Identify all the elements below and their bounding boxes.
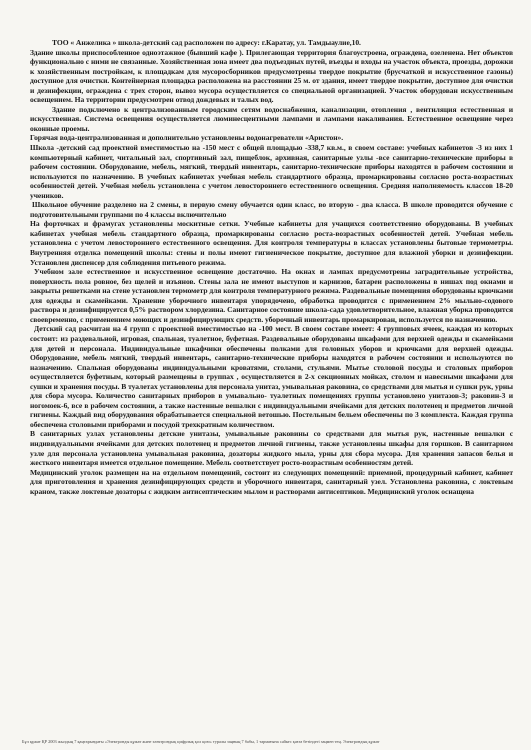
- paragraph-address: ТОО « Анжелика » школа-детский сад расположен по адресу: г.Каратау, ул. Тамдыаулие,10.: [52, 38, 361, 47]
- paragraph-medical: Медицинский уголок размещен на на отдельном помещений, состоит из следующих помещений: приемной, процедурный кабинет, кабинет для приготовления и хранения дезинфицирующих средств и уборочного инвентаря, санитарный узел. Установлена раковина, с локтевым краном, также локтевые дозаторы с жидким антисептическим мылом и растворами антисептиков. Медицинский уголок оснащена: [30, 467, 513, 496]
- document-body: [30, 38, 513, 496]
- paragraph-utilities: Здание подключено к централизованным городским сетям водоснабжения, канализации, отопления , вентиляция естественная и искусственная. Система освещения осуществляется люминесцентными лампами и лампами накаливания. Естественное освещение через оконные проемы.: [30, 104, 513, 133]
- footer-legal-note: Бұл құжат ҚР 2003 жылдың 7 қаңтарындағы «Электронды құжат және электрондық цифрлық қол қою» туралы заңның 7 бабы, 1 тармағына сәйкес қағаз бетіндегі заңмен тең. Электрондық құжат: [22, 739, 380, 744]
- paragraph-hot-water: Горячая вода-централизованная и дополнительно установлены водонагреватели «Аристон».: [30, 133, 344, 143]
- paragraph-building: Здание школы приспособленное одноэтажное (бывший кафе ). Прилегающая территория благоустроена, ограждена, озеленена. Нет объектов функционально с ними не связанные. Хозяйственная зона имеет два подъездных путей, въезды и входы на участок объекта, проезды, дорожки к хозяйственным постройкам, к площадкам для мусоросборников предусмотрены твердое покрытие (брусчаткой и искусственное газоны) доступное для очистки. Контейнерная площадка расположена на расстоянии 25 м. от здания, имеет твердое покрытие, доступное для очистки и дезинфекции, ограждена с трех сторон, вывоз мусора осуществляется со специальной организацией. Участок оборудован искусственным освещением. На территории предусмотрен отвод дождевых и талых вод.: [30, 47, 513, 105]
- paragraph-sanitary: В санитарных узлах установлены детские унитазы, умывальные раковины со средствами для мытья рук, настенные вешалки с индивидуальными ячейками для детских полотенец и предметов личной гигиены, также установлены шкафы для горшков. В санитарном узле для персонала установлена умывальная раковина, дозаторы жидкого мыла, урны для сбора мусора. Для хранения запасов белья и жесткого инвентаря имеется отдельное помещение. Мебель соответствует росто-возрастным особенностям детей.: [30, 429, 513, 468]
- paragraph-classrooms: На форточках и фрамугах установлены москитные сетки. Учебные кабинеты для учащихся соответственно оборудованы. В учебных кабинетах учебная мебель стандартного образца, промаркированы согласно роста-возрастных особенностей детей. Учебная мебель установлена с учетом левостороннего естественного освещения. Для контроля температуры в классах установлены бытовые термометры. Внутренняя отделка помещений школы: стены и полы имеют гигиеническое покрытие, доступное для влажной уборки и дезинфекции. Установлен диспенсер для соблюдения питьевого режима.: [30, 219, 513, 267]
- paragraph-sports-hall: Учебном зале естественное и искусственное освещение достаточно. На окнах и лампах предусмотрены заградительные устройства, поверхность пола ровное, без щелей и изъянов. Стены зала не имеют выступов и карнизов, батареи расположены в нишах под окнами и закрыты решетками на стене установлен термометр для контроля температурного режима. Раздевальные помещения оборудованы крючками для одежды и скамейками. Хранение уборочного инвентаря упорядочено, обработка проводится с применением 2% мыльно-содового раствора и дезинфицируется 0,5% раствором хлордезина. Санитарное состояние школа-сада удовлетворительное, влажная уборка проводится своевременно, с применением моющих и дезинфицирующих средств. уборочный инвентарь промаркирован, используется по назначению.: [30, 267, 513, 324]
- paragraph-kindergarten: Детский сад расчитан на 4 групп с проектной вместимостью на -100 мест. В своем составе имеет: 4 групповых ячеек, каждая из которых состоит: из раздевальной, игровая, спальная, туалетное, буфетная. Раздевальные оборудованы шкафами для верхней одежды и скамейками для детей и персонала. Индивидуальные шкафчики обеспечены полками для головных уборов и крючками для верхней одежды. Оборудование, мебель мягкий, твердый инвентарь, санитарно-технические приборы находятся в рабочем состоянии и используются по назначению. Спальная оборудованы индивидуальными кроватями, столами, стульями. Мытье столовой посуды и столовых приборов осуществляется буфетным, который размещены в группах , осуществляется в 2-х секционных мойках, столом и навесными шкафами для сушки и хранения посуды. В туалетах установлены для персонала унитаз, умывальная раковина, со средствами для мытья и сушки рук, урны для сбора мусора. Количество санитарных приборов в умывально- туалетных помещениях группы установлено унитазов-3; раковин-3 и ногомоек-6, все в рабочем состоянии, а также настенные вешалки с индивидуальными ячейками для детских полотенец и предметов личной гигиены. Каждый вид оборудования обрабатывается специальной ветошью. Постельным бельем обеспечены по 3 комплекта. Каждая группа обеспечена столовыми приборами и посудой трехкратным количеством.: [30, 324, 513, 429]
- paragraph-school-capacity: Школа -детский сад проектной вместимостью на -150 мест с общей площадью -338,7 кв.м., в своем составе: учебных кабинетов -3 из них 1 компьютерный кабинет, читальный зал, спортивный зал, пищеблок, архивная, санитарные узлы -все санитарно-технические приборы в рабочем состоянии. Оборудование, мебель, мягкий, твердый инвентарь, санитарно-технические приборы находятся в рабочем состоянии и используются по назначению. В учебных кабинетах учебная мебель стандартного образца, промаркированы согласно роста-возрастных особенностей детей. Учебная мебель установлена с учетом левостороннего естественного освещения. Средняя наполняемость классов 18-20 учеников.: [30, 143, 513, 200]
- paragraph-shifts: Школьное обучение разделено на 2 смены, в первую смену обучается один класс, во вторую - два класса. В школе проводится обучение с подготовительными группами по 4 классы включительно: [30, 200, 513, 219]
